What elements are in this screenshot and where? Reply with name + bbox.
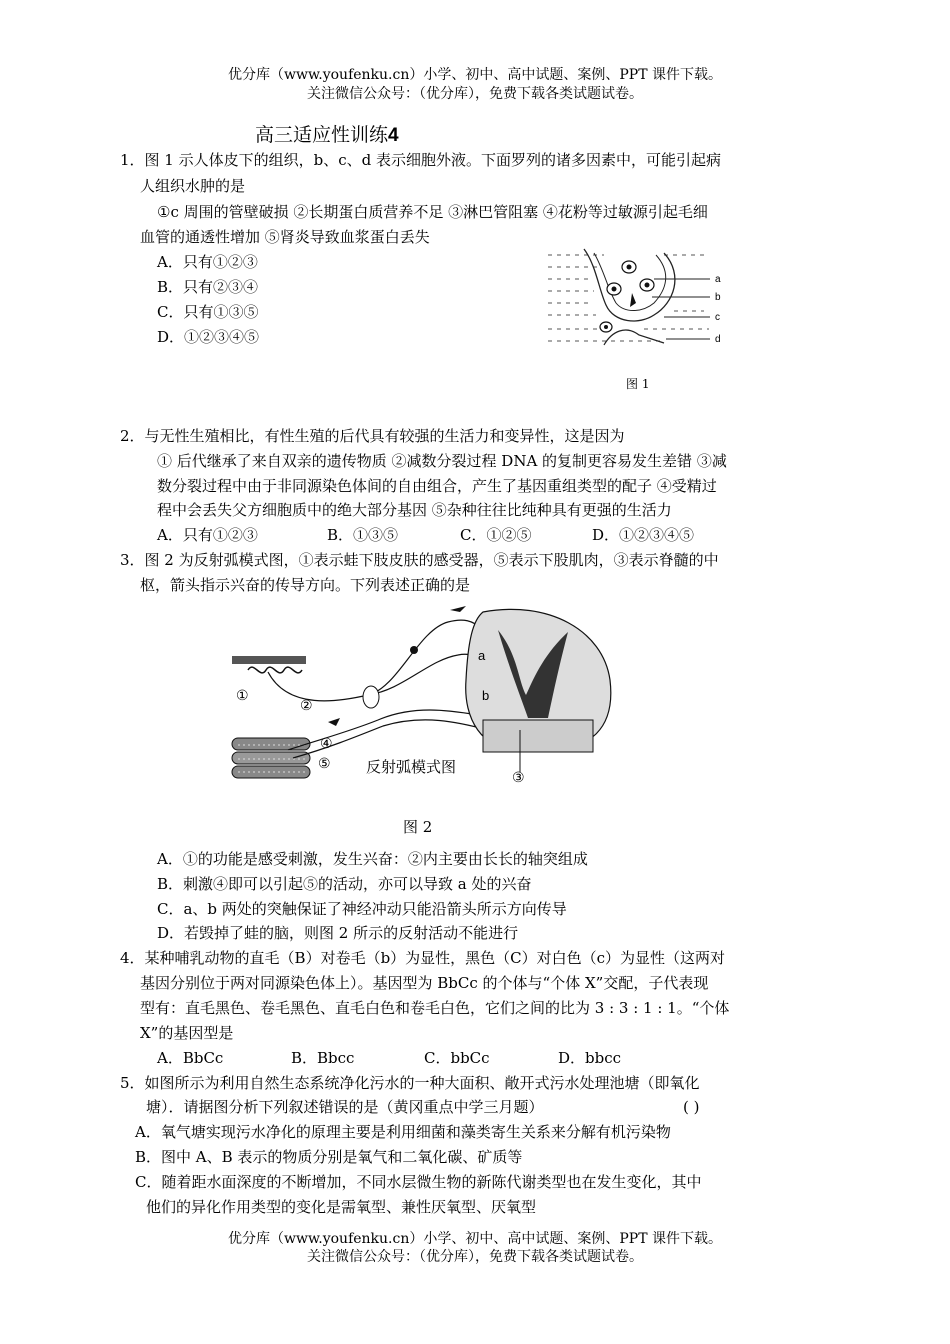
q5-option-b: B．图中 A、B 表示的物质分别是氧气和二氧化碳、矿质等 [135, 1148, 523, 1166]
page-title [255, 120, 399, 147]
spinal-cord [466, 609, 611, 752]
q5-answer-paren: ( ) [683, 1098, 700, 1116]
q2-option-a: A．只有①②③ [157, 526, 258, 544]
q5-line-2: 塘）．请据图分析下列叙述错误的是（黄冈重点中学三月题） [146, 1098, 544, 1116]
figure-1-label-b: b [715, 292, 721, 303]
q2-line-3: 数分裂过程中由于非同源染色体间的自由组合，产生了基因重组类型的配子 ④受精过 [157, 477, 717, 495]
header-line-2: 关注微信公众号：（优分库），免费下载各类试题试卷。 [307, 86, 643, 102]
q3-option-b: B．刺激④即可以引起⑤的活动，亦可以导致 a 处的兴奋 [157, 875, 532, 893]
q2-option-c: C．①②⑤ [460, 526, 532, 544]
muscle-effector [232, 738, 310, 778]
figure-2-label-b: b [482, 688, 490, 703]
figure-2-label-a: a [478, 648, 486, 663]
figure-1-label-a: a [715, 274, 721, 285]
q4-line-4: X”的基因型是 [140, 1024, 234, 1042]
q1-line-2: 人组织水肿的是 [140, 177, 246, 195]
q5-option-c-line-2: 他们的异化作用类型的变化是需氧型、兼性厌氧型、厌氧型 [146, 1198, 537, 1216]
q3-option-d: D．若毁掉了蛙的脑，则图 2 所示的反射活动不能进行 [157, 924, 519, 942]
q2-line-4: 程中会丢失父方细胞质中的绝大部分基因 ⑤杂种往往比纯种具有更强的生活力 [157, 501, 672, 519]
q2-option-b: B．①③⑤ [327, 526, 399, 544]
q3-option-a: A．①的功能是感受刺激，发生兴奋：②内主要由长长的轴突组成 [157, 850, 588, 868]
q3-line-1: 3．图 2 为反射弧模式图，①表示蛙下肢皮肤的感受器，⑤表示下股肌肉，③表示脊髓的中 [120, 551, 719, 569]
figure-1-caption: 图 1 [626, 377, 650, 391]
q5-option-a: A．氧气塘实现污水净化的原理主要是利用细菌和藻类寄生关系来分解有机污染物 [135, 1123, 671, 1141]
page-title-text: 高三适应性训练 [255, 124, 389, 146]
q4-option-d: D．bbcc [558, 1049, 622, 1067]
q5-option-c-line-1: C．随着距水面深度的不断增加，不同水层微生物的新陈代谢类型也在发生变化，其中 [135, 1173, 702, 1191]
q2-option-d: D．①②③④⑤ [592, 526, 695, 544]
figure-2-label-4: ④ [320, 735, 333, 751]
q4-option-a: A．BbCc [157, 1049, 224, 1067]
figure-2-reflex-arc-diagram [228, 600, 618, 790]
skin-receptor [232, 656, 306, 673]
footer-line-2: 关注微信公众号：（优分库），免费下载各类试题试卷。 [307, 1249, 643, 1265]
figure-2-label-5: ⑤ [318, 755, 331, 771]
q4-line-2: 基因分别位于两对同源染色体上）。基因型为 BbCc 的个体与“个体 X”交配，子代表现 [140, 974, 709, 992]
figure-2-caption: 图 2 [403, 818, 433, 836]
figure-2-label-1: ① [236, 687, 249, 703]
q1-option-c: C．只有①③⑤ [157, 303, 259, 321]
q4-line-1: 4．某种哺乳动物的直毛（B）对卷毛（b）为显性，黑色（C）对白色（c）为显性（这两对 [120, 949, 726, 967]
figure-2-label-2: ② [300, 697, 313, 713]
q4-line-3: 型有：直毛黑色、卷毛黑色、直毛白色和卷毛白色，它们之间的比为 3 : 3 : 1 : 1。“个体 [140, 999, 730, 1017]
q4-option-b: B．Bbcc [291, 1049, 355, 1067]
q1-option-d: D．①②③④⑤ [157, 328, 260, 346]
figure-2-inner-caption: 反射弧模式图 [366, 759, 457, 776]
figure-1-label-d: d [715, 334, 721, 345]
figure-2-label-3: ③ [512, 769, 525, 785]
q1-option-b: B．只有②③④ [157, 278, 259, 296]
footer-line-1: 优分库（www.youfenku.cn）小学、初中、高中试题、案例、PPT 课件下载。 [227, 1231, 722, 1247]
figure-1-label-c: c [715, 312, 720, 323]
page-title-number: 4 [388, 125, 399, 146]
q1-line-4: 血管的通透性增加 ⑤肾炎导致血浆蛋白丢失 [140, 228, 430, 246]
q2-line-1: 2．与无性生殖相比，有性生殖的后代具有较强的生活力和变异性，这是因为 [120, 427, 625, 445]
q3-option-c: C．a、b 两处的突触保证了神经冲动只能沿箭头所示方向传导 [157, 900, 567, 918]
q4-option-c: C．bbCc [424, 1049, 490, 1067]
q5-line-1: 5．如图所示为利用自然生态系统净化污水的一种大面积、敞开式污水处理池塘（即氧化 [120, 1074, 700, 1092]
q1-line-1: 1．图 1 示人体皮下的组织，b、c、d 表示细胞外液。下面罗列的诸多因素中，可能引起病 [120, 151, 721, 169]
header-line-1: 优分库（www.youfenku.cn）小学、初中、高中试题、案例、PPT 课件下载。 [227, 67, 722, 83]
figure-1-tissue-diagram [544, 245, 734, 357]
q1-option-a: A．只有①②③ [157, 253, 258, 271]
q1-line-3: ①c 周围的管壁破损 ②长期蛋白质营养不足 ③淋巴管阻塞 ④花粉等过敏源引起毛细 [157, 203, 708, 221]
q2-line-2: ① 后代继承了来自双亲的遗传物质 ②减数分裂过程 DNA 的复制更容易发生差错 ③减 [157, 452, 727, 470]
q3-line-2: 枢，箭头指示兴奋的传导方向。下列表述正确的是 [140, 576, 471, 594]
